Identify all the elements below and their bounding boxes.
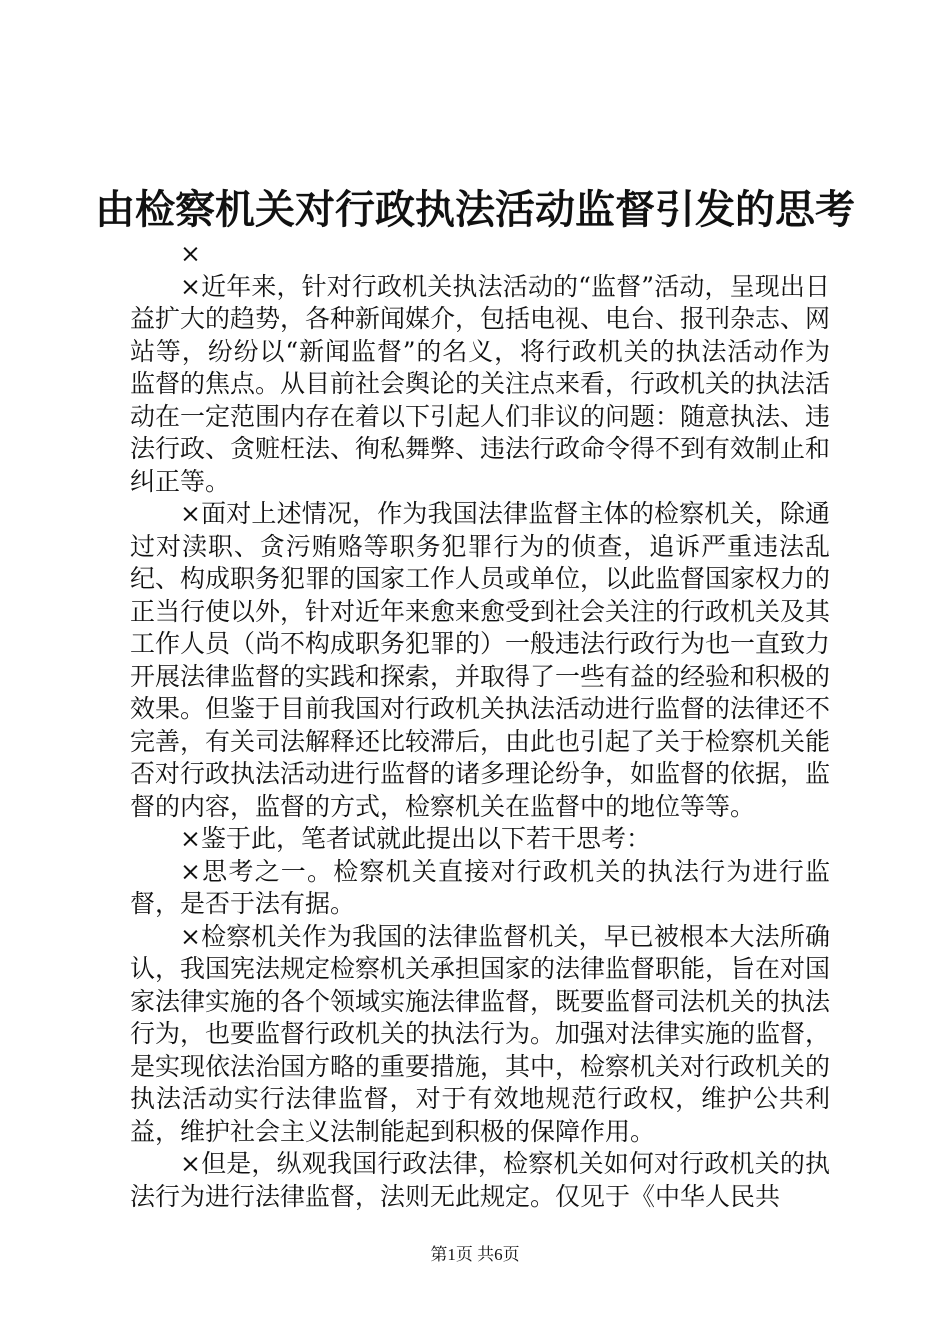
document-body xyxy=(130,238,830,1213)
page-footer: 第1页 共6页 xyxy=(430,1245,520,1264)
paragraph-legal-basis: ×检察机关作为我国的法律监督机关，早已被根本大法所确认，我国宪法规定检察机关承担国家的法律监督职能，旨在对国家法律实施的各个领域实施法律监督，既要监督司法机关的执法行为，也要监督行政机关的执法行为。加强对法律实施的监督，是实现依法治国方略的重要措施，其中，检察机关对行政机关的执法活动实行法律监督，对于有效地规范行政权，维护公共利益，维护社会主义法制能起到积极的保障作用。 xyxy=(130,921,831,1146)
paragraph-however: ×但是，纵观我国行政法律，检察机关如何对行政机关的执法行为进行法律监督，法则无此规定。仅见于《中华人民共 xyxy=(130,1149,830,1211)
paragraph-mark: × xyxy=(180,239,201,268)
paragraph-situation: ×面对上述情况，作为我国法律监督主体的检察机关，除通过对渎职、贪污贿赂等职务犯罪行为的侦查，追诉严重违法乱纪、构成职务犯罪的国家工作人员或单位，以此监督国家权力的正当行使以外，针对近年来愈来愈受到社会关注的行政机关及其工作人员（尚不构成职务犯罪的）一般违法行政行为也一直致力开展法律监督的实践和探索，并取得了一些有益的经验和积极的效果。但鉴于目前我国对行政机关执法活动进行监督的法律还不完善，有关司法解释还比较滞后，由此也引起了关于检察机关能否对行政执法活动进行监督的诸多理论纷争，如监督的依据，监督的内容，监督的方式，检察机关在监督中的地位等等。 xyxy=(130,499,831,821)
paragraph-intro: ×近年来，针对行政机关执法活动的“监督”活动，呈现出日益扩大的趋势，各种新闻媒介，包括电视、电台、报刊杂志、网站等，纷纷以“新闻监督”的名义，将行政机关的执法活动作为监督的焦点。从目前社会舆论的关注点来看，行政机关的执法活动在一定范围内存在着以下引起人们非议的问题：随意执法、违法行政、贪赃枉法、徇私舞弊、违法行政命令得不到有效制止和纠正等。 xyxy=(130,271,831,496)
paragraph-thoughts-intro: ×鉴于此，笔者试就此提出以下若干思考： xyxy=(180,824,651,853)
page-title: 由检察机关对行政执法活动监督引发的思考 xyxy=(95,186,855,233)
paragraph-thought-one: ×思考之一。检察机关直接对行政机关的执法行为进行监督，是否于法有据。 xyxy=(130,856,830,918)
